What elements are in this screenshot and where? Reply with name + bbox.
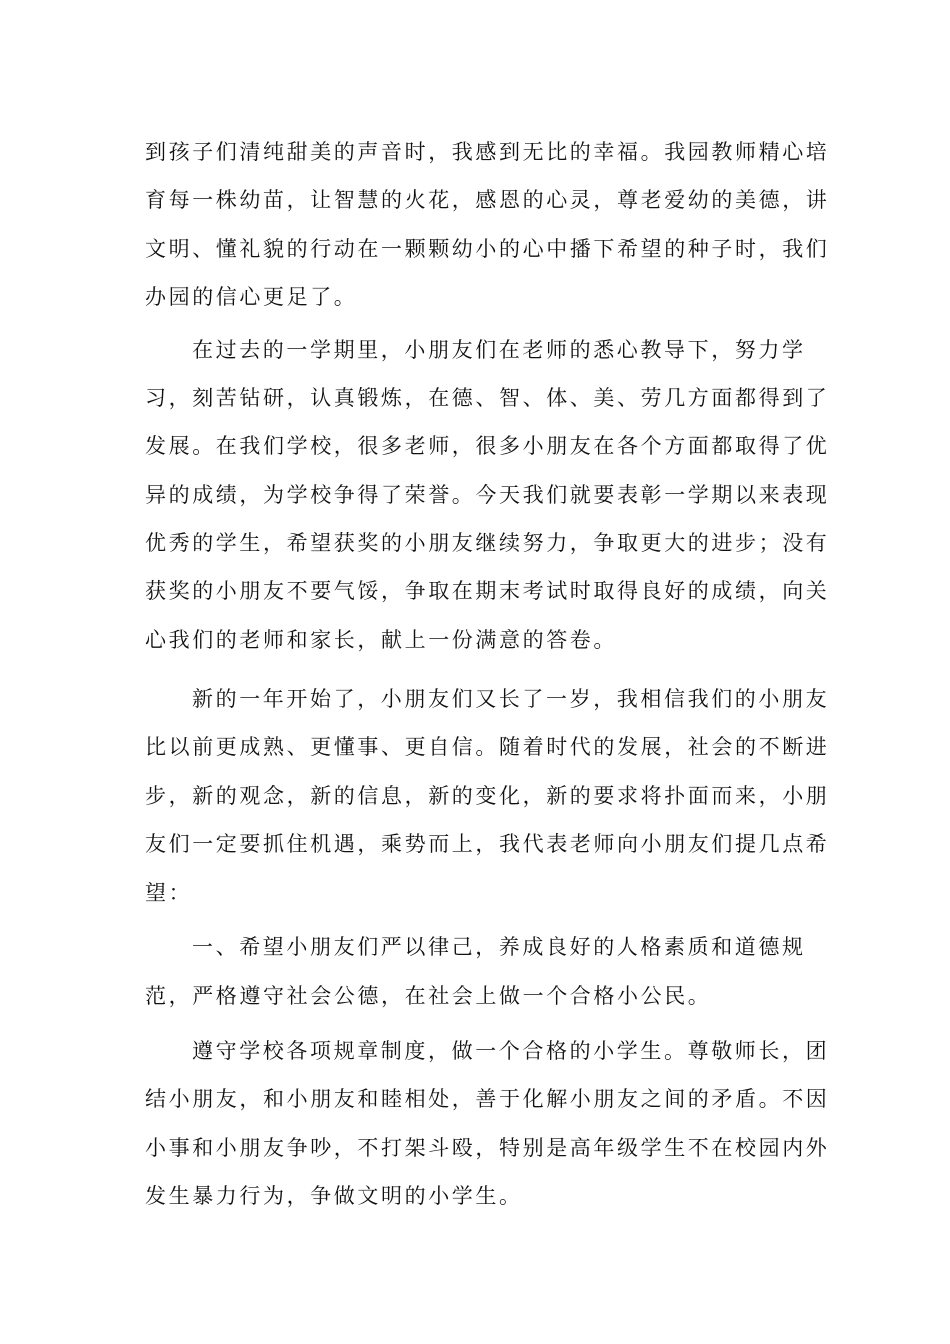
text-line: 发生暴力行为，争做文明的小学生。 [145, 1184, 523, 1208]
text-line: 育每一株幼苗，让智慧的火花，感恩的心灵，尊老爱幼的美德，讲 [145, 188, 830, 212]
text-line: 获奖的小朋友不要气馁，争取在期末考试时取得良好的成绩，向关 [145, 579, 830, 603]
text-line: 步，新的观念，新的信息，新的变化，新的要求将扑面而来，小朋 [145, 784, 830, 808]
text-line: 到孩子们清纯甜美的声音时，我感到无比的幸福。我园教师精心培 [145, 140, 830, 164]
text-line: 望： [145, 881, 193, 905]
text-line: 遵守学校各项规章制度，做一个合格的小学生。尊敬师长，团 [192, 1039, 830, 1063]
text-line: 在过去的一学期里，小朋友们在老师的悉心教导下，努力学 [192, 338, 806, 362]
text-line: 范，严格遵守社会公德，在社会上做一个合格小公民。 [145, 984, 712, 1008]
text-line: 比以前更成熟、更懂事、更自信。随着时代的发展，社会的不断进 [145, 735, 830, 759]
text-line: 一、希望小朋友们严以律己，养成良好的人格素质和道德规 [192, 935, 806, 959]
text-line: 小事和小朋友争吵，不打架斗殴，特别是高年级学生不在校园内外 [145, 1136, 830, 1160]
text-line: 办园的信心更足了。 [145, 285, 358, 309]
text-line: 文明、懂礼貌的行动在一颗颗幼小的心中播下希望的种子时，我们 [145, 237, 830, 261]
text-line: 结小朋友，和小朋友和睦相处，善于化解小朋友之间的矛盾。不因 [145, 1087, 830, 1111]
text-line: 友们一定要抓住机遇，乘势而上，我代表老师向小朋友们提几点希 [145, 832, 830, 856]
text-line: 发展。在我们学校，很多老师，很多小朋友在各个方面都取得了优 [145, 434, 830, 458]
text-line: 新的一年开始了，小朋友们又长了一岁，我相信我们的小朋友 [192, 687, 830, 711]
text-line: 习，刻苦钻研，认真锻炼，在德、智、体、美、劳几方面都得到了 [145, 386, 830, 410]
text-line: 心我们的老师和家长，献上一份满意的答卷。 [145, 628, 617, 652]
text-line: 优秀的学生，希望获奖的小朋友继续努力，争取更大的进步；没有 [145, 531, 830, 555]
text-line: 异的成绩，为学校争得了荣誉。今天我们就要表彰一学期以来表现 [145, 483, 830, 507]
